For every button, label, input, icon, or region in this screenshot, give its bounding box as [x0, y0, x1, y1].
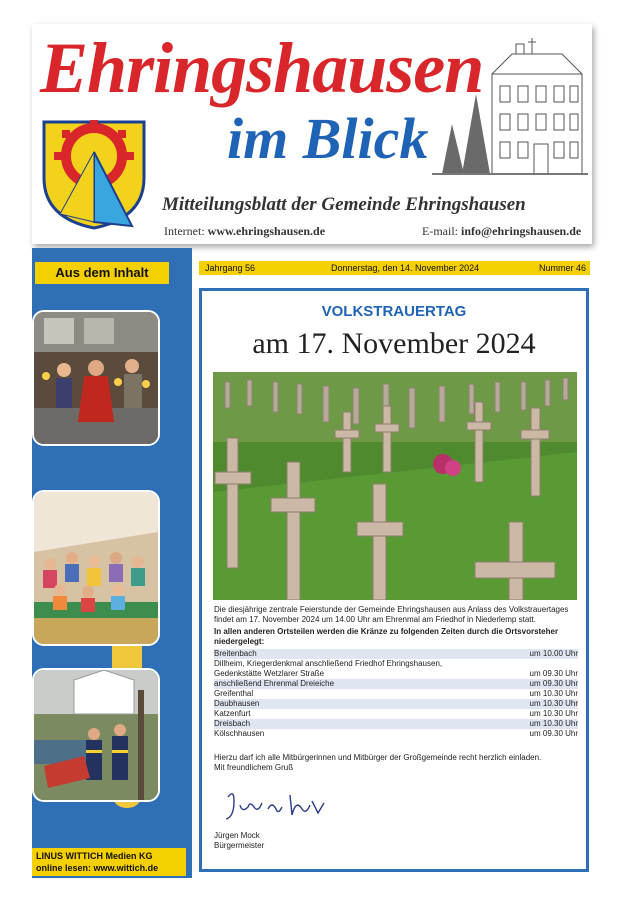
- schedule-table: [214, 649, 578, 739]
- schedule-place: Dreisbach: [214, 719, 251, 728]
- schedule-place: Katzenfurt: [214, 709, 251, 718]
- publisher-box: [32, 848, 186, 876]
- article-intro-bold: In allen anderen Ortsteilen werden die Kränze zu folgenden Zeiten durch die Ortsvorsteher niedergelegt:: [214, 627, 559, 646]
- schedule-row: [214, 649, 578, 659]
- schedule-row: [214, 699, 578, 709]
- masthead-internet: [164, 224, 325, 239]
- signer-title: Bürgermeister: [214, 841, 265, 850]
- schedule-place: Greifenthal: [214, 689, 254, 698]
- schedule-time: um 10.30 Uhr: [529, 699, 578, 708]
- town-hall-sketch-icon: [432, 34, 588, 184]
- article-frame: [199, 288, 589, 872]
- photo-lantern-parade: [32, 310, 160, 446]
- photo-children-group: [32, 490, 160, 646]
- issue-info-bar: [199, 261, 590, 275]
- article-kicker: VOLKSTRAUERTAG: [321, 303, 467, 320]
- schedule-place: Dillheim, Kriegerdenkmal anschließend Friedhof Ehringshausen, Gedenkstätte Wetzlarer Straße: [214, 659, 443, 678]
- signer-name: Jürgen Mock: [214, 831, 260, 840]
- schedule-place: anschließend Ehrenmal Dreieiche: [214, 679, 335, 688]
- schedule-place: Breitenbach: [214, 649, 257, 658]
- email-label: E-mail:: [422, 224, 458, 238]
- masthead: [32, 24, 592, 244]
- masthead-title: Ehringshausen: [40, 28, 484, 108]
- signer-block: [214, 831, 264, 851]
- schedule-time: um 09.30 Uhr: [529, 679, 578, 688]
- sidebar-heading: Aus dem Inhalt: [35, 262, 169, 284]
- email-link[interactable]: info@ehringshausen.de: [461, 224, 582, 238]
- publisher-name: LINUS WITTICH Medien KG: [36, 851, 153, 861]
- article-closing: [214, 753, 578, 773]
- issue-date: Donnerstag, den 14. November 2024: [331, 263, 480, 273]
- volume-label: Jahrgang 56: [205, 263, 256, 273]
- schedule-time: um 10.30 Uhr: [529, 709, 578, 718]
- schedule-row: [214, 659, 578, 679]
- schedule-row: [214, 719, 578, 729]
- coat-of-arms-icon: [40, 118, 148, 230]
- schedule-row: [214, 709, 578, 719]
- closing-greeting: Mit freundlichem Gruß: [214, 763, 294, 772]
- cemetery-photo: [213, 372, 577, 600]
- schedule-row: [214, 729, 578, 739]
- schedule-row: [214, 679, 578, 689]
- internet-link[interactable]: www.ehringshausen.de: [207, 224, 326, 238]
- issue-number: Nummer 46: [538, 263, 586, 273]
- schedule-place: Daubhausen: [214, 699, 260, 708]
- internet-label: Internet:: [164, 224, 205, 238]
- photo-fire-brigade: [32, 668, 160, 802]
- masthead-email: [422, 224, 581, 239]
- schedule-time: um 10.30 Uhr: [529, 689, 578, 698]
- schedule-time: um 09.30 Uhr: [529, 669, 578, 678]
- masthead-tagline: Mitteilungsblatt der Gemeinde Ehringshausen: [162, 194, 526, 215]
- schedule-time: um 10.00 Uhr: [529, 649, 578, 658]
- article-headline: am 17. November 2024: [252, 327, 536, 360]
- signature-icon: [220, 787, 330, 827]
- publisher-link[interactable]: online lesen: www.wittich.de: [36, 863, 159, 873]
- article-intro: Die diesjährige zentrale Feierstunde der Gemeinde Ehringshausen aus Anlass des Volkstrauertages findet am 17. November 2024 um 14.00 Uhr am Ehrenmal am Friedhof in Niederlemp statt.: [214, 605, 569, 624]
- sidebar: [32, 248, 192, 878]
- schedule-place: Kölschhausen: [214, 729, 265, 738]
- schedule-time: um 09.30 Uhr: [529, 729, 578, 738]
- masthead-subtitle: im Blick: [227, 106, 429, 171]
- schedule-row: [214, 689, 578, 699]
- schedule-time: um 10.30 Uhr: [529, 719, 578, 728]
- closing-invitation: Hierzu darf ich alle Mitbürgerinnen und Mitbürger der Großgemeinde recht herzlich einladen.: [214, 753, 542, 762]
